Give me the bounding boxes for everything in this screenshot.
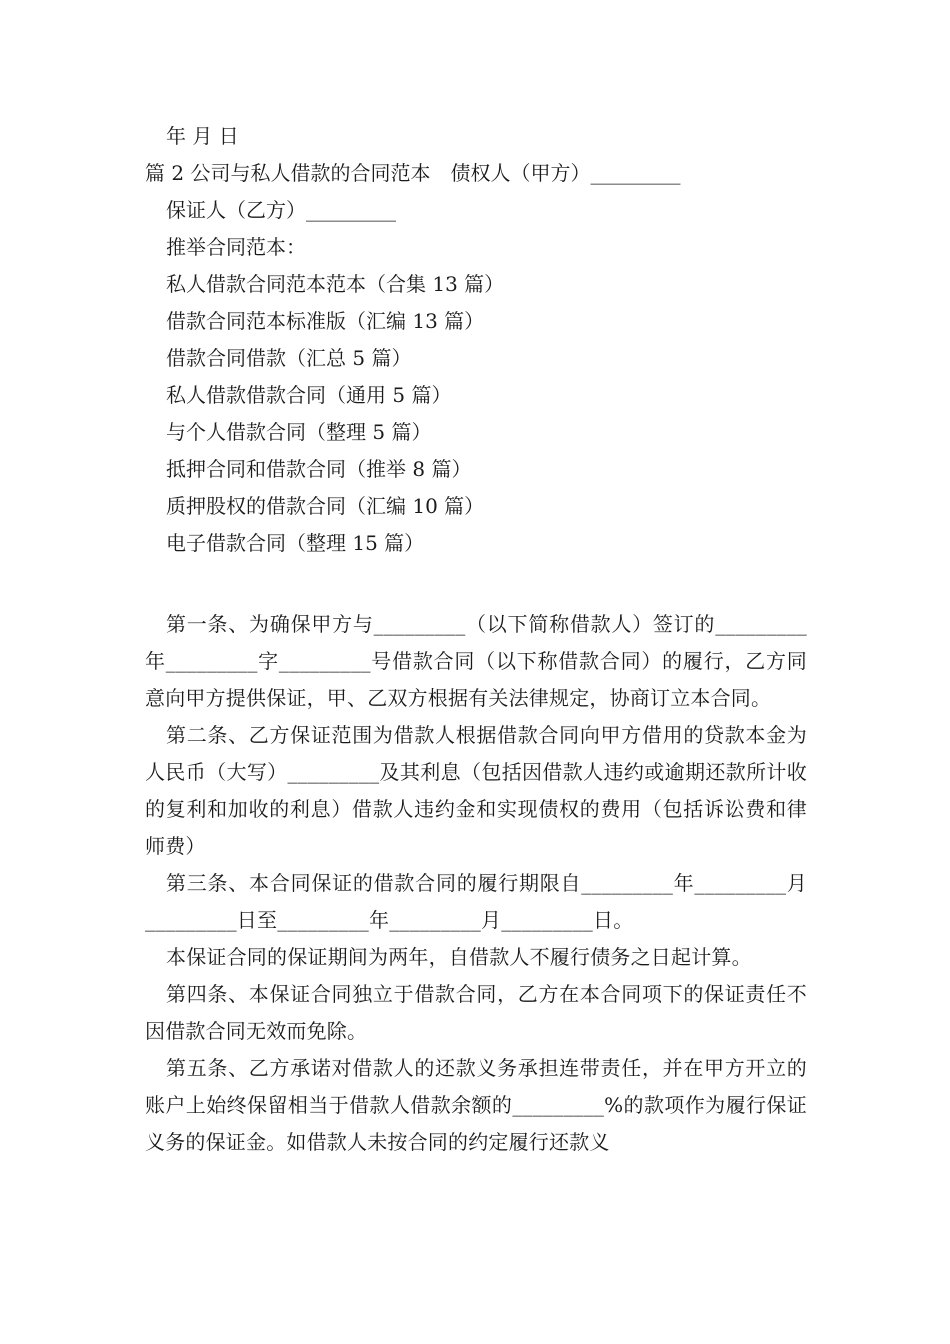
recommend-heading: 推举合同范本： (166, 235, 306, 259)
date-line: 年 月 日 (166, 124, 239, 148)
article-3: 第三条、本合同保证的借款合同的履行期限自_________年_________月_________日至_________年_________月_________日。 (145, 871, 807, 932)
recommend-item-2[interactable]: 借款合同范本标准版（汇编 13 篇） (166, 309, 485, 333)
recommend-item-4[interactable]: 私人借款借款合同（通用 5 篇） (166, 383, 452, 407)
recommend-item-3[interactable]: 借款合同借款（汇总 5 篇） (166, 346, 412, 370)
recommend-item-5[interactable]: 与个人借款合同（整理 5 篇） (166, 420, 432, 444)
guarantee-period: 本保证合同的保证期间为两年，自借款人不履行债务之日起计算。 (166, 945, 752, 969)
recommend-item-1[interactable]: 私人借款合同范本范本（合集 13 篇） (166, 272, 505, 296)
guarantor-line: 保证人（乙方）_________ (166, 198, 396, 222)
article-2: 第二条、乙方保证范围为借款人根据借款合同向甲方借用的贷款本金为人民币（大写）_________及其利息（包括因借款人违约或逾期还款所计收的复利和加收的利息）借款人违约金和实现债权的费用（包括诉讼费和律师费） (145, 723, 807, 858)
document-body (145, 118, 807, 1161)
recommend-item-6[interactable]: 抵押合同和借款合同（推举 8 篇） (166, 457, 472, 481)
spacer (145, 562, 807, 606)
recommend-item-8[interactable]: 电子借款合同（整理 15 篇） (166, 531, 425, 555)
article-5: 第五条、乙方承诺对借款人的还款义务承担连带责任，并在甲方开立的账户上始终保留相当于借款人借款余额的_________%的款项作为履行保证义务的保证金。如借款人未按合同的约定履行还款义 (145, 1056, 807, 1154)
recommend-item-7[interactable]: 质押股权的借款合同（汇编 10 篇） (166, 494, 485, 518)
article-4: 第四条、本保证合同独立于借款合同，乙方在本合同项下的保证责任不因借款合同无效而免除。 (145, 982, 807, 1043)
article-1: 第一条、为确保甲方与_________（以下简称借款人）签订的_________年_________字_________号借款合同（以下称借款合同）的履行，乙方同意向甲方提供保证，甲、乙双方根据有关法律规定，协商订立本合同。 (145, 612, 807, 710)
title-line: 篇 2 公司与私人借款的合同范本 债权人（甲方）_________ (145, 161, 681, 185)
